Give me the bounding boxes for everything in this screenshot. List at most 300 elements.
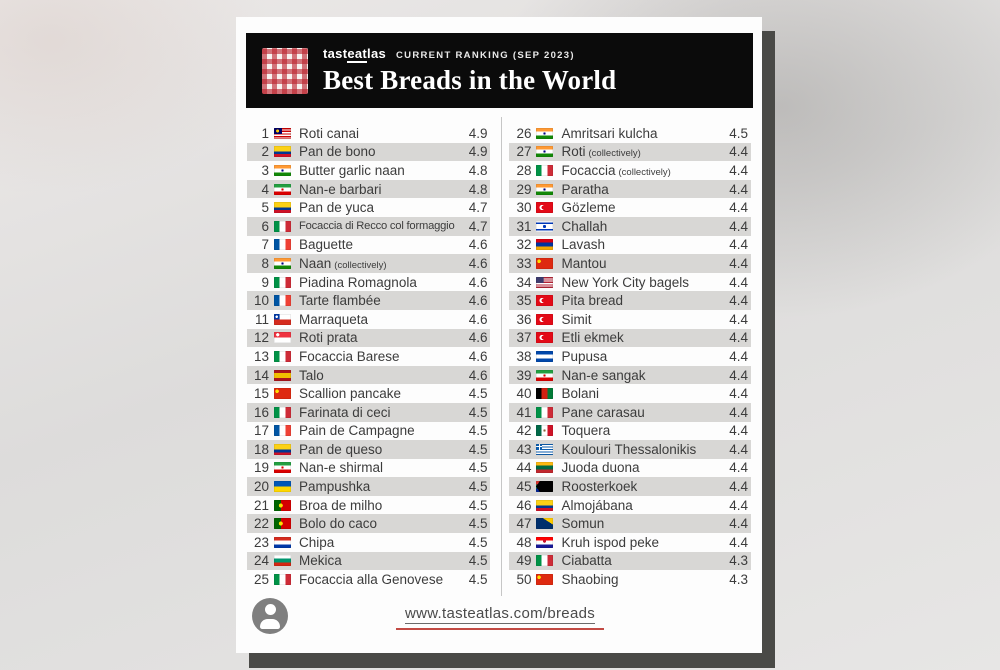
bread-name: [561, 200, 729, 215]
rating-value: 4.6: [468, 255, 488, 271]
ir-flag-icon: [536, 370, 553, 381]
bread-note: (collectively): [334, 259, 387, 271]
rank-number: 34: [516, 274, 532, 290]
bread-name-text: Roti prata: [299, 330, 358, 346]
bread-name-text: Focaccia: [561, 162, 616, 178]
it-flag-icon: [274, 277, 291, 288]
rank-number: 8: [261, 255, 269, 271]
bread-name: [299, 144, 469, 159]
list-item: [509, 440, 751, 459]
mx-flag-icon: [536, 425, 553, 436]
rank-number: 49: [516, 553, 532, 569]
bread-name-text: Talo: [299, 367, 324, 383]
rating-value: 4.5: [468, 534, 488, 550]
header-text-group: [323, 46, 616, 96]
bread-name: [561, 312, 729, 327]
tr-flag-icon: [536, 202, 553, 213]
list-item: [247, 403, 490, 422]
list-item: [509, 366, 751, 385]
ranking-column-right: [509, 124, 751, 589]
bread-name: [299, 275, 469, 290]
ranking-list: [247, 124, 751, 589]
rating-value: 4.5: [468, 516, 488, 532]
rating-value: 4.6: [468, 311, 488, 327]
list-item: [247, 161, 490, 180]
rank-number: 36: [516, 311, 532, 327]
bread-name: [299, 237, 469, 252]
bread-name: [299, 330, 469, 345]
it-flag-icon: [274, 351, 291, 362]
red-underline-decoration: [396, 628, 604, 630]
list-item: [509, 236, 751, 255]
rank-number: 30: [516, 200, 532, 216]
bread-name: [299, 405, 469, 420]
list-item: [247, 459, 490, 478]
rating-value: 4.9: [468, 125, 488, 141]
rating-value: 4.4: [729, 367, 748, 383]
rating-value: 4.6: [468, 367, 488, 383]
rank-number: 35: [516, 293, 532, 309]
bread-name-text: Tarte flambée: [299, 293, 381, 309]
rating-value: 4.4: [729, 255, 748, 271]
list-item: [247, 124, 490, 143]
bread-name-text: Roti canai: [299, 125, 360, 141]
rank-number: 2: [261, 144, 269, 160]
bread-name: [299, 200, 469, 215]
rank-number: 45: [516, 479, 532, 495]
es-flag-icon: [274, 370, 291, 381]
bread-name-text: New York City bagels: [561, 274, 690, 290]
page-title: Best Breads in the World: [323, 64, 617, 95]
list-item: [247, 236, 490, 255]
ua-flag-icon: [274, 481, 291, 492]
bread-name: [299, 535, 469, 550]
rank-number: 6: [261, 218, 269, 234]
rating-value: 4.4: [729, 293, 748, 309]
bread-name: [561, 219, 729, 234]
list-item: [247, 366, 490, 385]
bread-name: [299, 293, 469, 308]
bread-name-text: Naan: [299, 255, 332, 271]
bread-name-text: Somun: [561, 516, 605, 532]
bread-name: [299, 368, 469, 383]
list-item: [247, 533, 490, 552]
ba-flag-icon: [536, 518, 553, 529]
rating-value: 4.5: [468, 572, 488, 588]
list-item: [509, 496, 751, 515]
gr-flag-icon: [536, 444, 553, 455]
rating-value: 4.5: [468, 460, 488, 476]
it-flag-icon: [536, 555, 553, 566]
bread-name: [299, 220, 469, 232]
bread-name: [299, 423, 469, 438]
brand-post: las: [367, 45, 387, 61]
bread-name-text: Scallion pancake: [299, 386, 402, 402]
it-flag-icon: [274, 407, 291, 418]
bread-name-text: Kruh ispod peke: [561, 534, 660, 550]
bread-name-text: Ciabatta: [561, 553, 612, 569]
rating-value: 4.5: [468, 479, 488, 495]
rating-value: 4.6: [468, 274, 488, 290]
person-avatar-icon: [252, 598, 288, 634]
rank-number: 42: [516, 423, 532, 439]
rating-value: 4.4: [729, 423, 748, 439]
rank-number: 17: [253, 423, 269, 439]
bread-name: [561, 256, 729, 271]
list-item: [247, 552, 490, 571]
in-flag-icon: [536, 128, 553, 139]
bread-name-text: Focaccia di Recco col formaggio: [299, 220, 455, 233]
bread-name: [561, 535, 729, 550]
bread-name-text: Mekica: [299, 553, 342, 569]
rank-number: 3: [261, 162, 269, 178]
rating-value: 4.9: [468, 144, 488, 160]
list-item: [247, 254, 490, 273]
brand-pre: tast: [323, 45, 348, 61]
fr-flag-icon: [274, 295, 291, 306]
bread-name-text: Lavash: [561, 237, 606, 253]
fr-flag-icon: [274, 239, 291, 250]
bread-name-text: Toquera: [561, 423, 611, 439]
bread-name-text: Almojábana: [561, 497, 633, 513]
rating-value: 4.5: [468, 404, 488, 420]
sv-flag-icon: [536, 351, 553, 362]
ir-flag-icon: [274, 184, 291, 195]
bread-name: [561, 423, 729, 438]
rating-value: 4.5: [468, 553, 488, 569]
rank-number: 37: [516, 330, 532, 346]
bread-name-text: Roti: [561, 144, 586, 160]
it-flag-icon: [274, 574, 291, 585]
bread-name-text: Pane carasau: [561, 404, 645, 420]
bread-name-text: Pampushka: [299, 479, 371, 495]
bread-name-text: Nan-e sangak: [561, 367, 646, 383]
rank-number: 19: [253, 460, 269, 476]
bread-name-text: Pan de bono: [299, 144, 376, 160]
rating-value: 4.3: [729, 572, 748, 588]
rank-number: 1: [261, 125, 269, 141]
bread-name: [299, 572, 469, 587]
bread-name: [561, 293, 729, 308]
bread-name-text: Focaccia Barese: [299, 348, 400, 364]
bread-name-text: Koulouri Thessalonikis: [561, 441, 697, 457]
rating-value: 4.4: [729, 311, 748, 327]
rank-number: 5: [261, 200, 269, 216]
bread-name: [299, 349, 469, 364]
bread-name: [561, 516, 729, 531]
bread-name-text: Focaccia alla Genovese: [299, 572, 444, 588]
am-flag-icon: [536, 239, 553, 250]
rank-number: 44: [516, 460, 532, 476]
tr-flag-icon: [536, 332, 553, 343]
card-header: [246, 33, 753, 108]
rating-value: 4.4: [729, 218, 748, 234]
rating-value: 4.6: [468, 293, 488, 309]
list-item: [247, 198, 490, 217]
bread-name-text: Juoda duona: [561, 460, 640, 476]
list-item: [247, 514, 490, 533]
list-item: [509, 384, 751, 403]
list-item: [509, 514, 751, 533]
rating-value: 4.5: [468, 386, 488, 402]
list-item: [509, 180, 751, 199]
tr-flag-icon: [536, 295, 553, 306]
rating-value: 4.4: [729, 460, 748, 476]
bread-name: [299, 553, 469, 568]
brand-highlight-eat: eat: [347, 45, 368, 61]
rating-value: 4.6: [468, 330, 488, 346]
pt-flag-icon: [274, 518, 291, 529]
rank-number: 28: [516, 162, 532, 178]
bread-note: (collectively): [588, 148, 641, 160]
bread-name-text: Pupusa: [561, 348, 608, 364]
list-item: [247, 496, 490, 515]
bread-name-text: Butter garlic naan: [299, 162, 405, 178]
rating-value: 4.4: [729, 330, 748, 346]
bread-name: [561, 498, 729, 513]
rank-number: 10: [253, 293, 269, 309]
bread-name: [561, 405, 729, 420]
cn-flag-icon: [536, 574, 553, 585]
rank-number: 40: [516, 386, 532, 402]
rating-value: 4.4: [729, 162, 748, 178]
bread-name: [299, 126, 469, 141]
list-item: [509, 477, 751, 496]
tr-flag-icon: [536, 314, 553, 325]
list-item: [247, 422, 490, 441]
rank-number: 13: [253, 348, 269, 364]
rank-number: 14: [253, 367, 269, 383]
list-item: [509, 422, 751, 441]
bread-name: [561, 442, 729, 457]
bread-name-text: Pan de queso: [299, 441, 383, 457]
list-item: [247, 329, 490, 348]
in-flag-icon: [274, 258, 291, 269]
it-flag-icon: [536, 165, 553, 176]
bread-name: [299, 386, 469, 401]
us-flag-icon: [536, 277, 553, 288]
co-flag-icon: [536, 500, 553, 511]
rank-number: 46: [516, 497, 532, 513]
in-flag-icon: [536, 146, 553, 157]
rating-value: 4.4: [729, 479, 748, 495]
bread-name-text: Broa de milho: [299, 497, 383, 513]
rating-value: 4.4: [729, 181, 748, 197]
rank-number: 21: [253, 497, 269, 513]
rating-value: 4.5: [468, 497, 488, 513]
rank-number: 18: [253, 441, 269, 457]
bread-name-text: Shaobing: [561, 572, 619, 588]
bg-flag-icon: [274, 555, 291, 566]
bread-name-text: Amritsari kulcha: [561, 125, 658, 141]
rating-value: 4.6: [468, 237, 488, 253]
cn-flag-icon: [536, 258, 553, 269]
rating-value: 4.4: [729, 404, 748, 420]
ranking-card: [236, 17, 762, 653]
rank-number: 26: [516, 125, 532, 141]
rating-value: 4.4: [729, 497, 748, 513]
rank-number: 39: [516, 367, 532, 383]
footer-url-link[interactable]: www.tasteatlas.com/breads: [404, 605, 596, 622]
rank-number: 7: [261, 237, 269, 253]
bread-name: [299, 442, 469, 457]
rating-value: 4.7: [468, 218, 488, 234]
bread-name-text: Challah: [561, 218, 608, 234]
brand-line: [323, 46, 616, 61]
bread-name: [561, 479, 729, 494]
list-item: [247, 217, 490, 236]
list-item: [509, 124, 751, 143]
bread-name: [299, 182, 469, 197]
list-item: [247, 180, 490, 199]
bread-name-text: Gözleme: [561, 200, 616, 216]
rank-number: 41: [516, 404, 532, 420]
rating-value: 4.4: [729, 386, 748, 402]
in-flag-icon: [274, 165, 291, 176]
ir-flag-icon: [274, 462, 291, 473]
list-item: [509, 310, 751, 329]
rank-number: 38: [516, 348, 532, 364]
list-item: [247, 477, 490, 496]
bread-name: [561, 163, 729, 178]
bread-name-text: Farinata di ceci: [299, 404, 391, 420]
bread-name: [561, 460, 729, 475]
rating-value: 4.5: [468, 441, 488, 457]
bread-name: [299, 312, 469, 327]
bread-name-text: Marraqueta: [299, 311, 369, 327]
in-flag-icon: [536, 184, 553, 195]
bread-name-text: Nan-e barbari: [299, 181, 382, 197]
bread-name-text: Pan de yuca: [299, 200, 375, 216]
bread-name-text: Paratha: [561, 181, 609, 197]
list-item: [509, 254, 751, 273]
rank-number: 43: [516, 441, 532, 457]
rank-number: 50: [516, 572, 532, 588]
cl-flag-icon: [274, 314, 291, 325]
list-item: [509, 161, 751, 180]
brand-wordmark: [323, 46, 386, 61]
bread-name: [561, 237, 729, 252]
co-flag-icon: [274, 146, 291, 157]
hr-flag-icon: [536, 537, 553, 548]
af-flag-icon: [536, 388, 553, 399]
list-item: [509, 459, 751, 478]
bread-name-text: Mantou: [561, 255, 607, 271]
bread-name: [561, 144, 729, 159]
bread-name: [299, 460, 469, 475]
za-flag-icon: [536, 481, 553, 492]
list-item: [247, 291, 490, 310]
list-item: [509, 347, 751, 366]
pt-flag-icon: [274, 500, 291, 511]
list-item: [509, 273, 751, 292]
rating-value: 4.7: [468, 200, 488, 216]
rank-number: 4: [261, 181, 269, 197]
rank-number: 24: [253, 553, 269, 569]
rating-value: 4.8: [468, 162, 488, 178]
it-flag-icon: [274, 221, 291, 232]
cn-flag-icon: [274, 388, 291, 399]
ranking-column-left: [247, 124, 490, 589]
rank-number: 16: [253, 404, 269, 420]
rating-value: 4.4: [729, 144, 748, 160]
list-item: [509, 291, 751, 310]
bread-name: [561, 572, 729, 587]
bread-name-text: Chipa: [299, 534, 335, 550]
bread-name: [299, 163, 469, 178]
list-item: [509, 570, 751, 589]
rating-value: 4.4: [729, 516, 748, 532]
bread-name-text: Piadina Romagnola: [299, 274, 417, 290]
bread-name-text: Bolo do caco: [299, 516, 378, 532]
tasteatlas-gingham-logo-icon: [262, 48, 308, 94]
rating-value: 4.6: [468, 348, 488, 364]
list-item: [509, 198, 751, 217]
co-flag-icon: [274, 202, 291, 213]
rating-value: 4.5: [468, 423, 488, 439]
bread-name-text: Pain de Campagne: [299, 423, 415, 439]
list-item: [509, 217, 751, 236]
bread-name: [299, 498, 469, 513]
rank-number: 48: [516, 534, 532, 550]
bread-note: (collectively): [618, 166, 671, 178]
footer-url-block: [390, 605, 610, 630]
list-item: [247, 440, 490, 459]
bread-name-text: Bolani: [561, 386, 600, 402]
list-item: [247, 273, 490, 292]
py-flag-icon: [274, 537, 291, 548]
rating-value: 4.4: [729, 200, 748, 216]
bread-name-text: Baguette: [299, 237, 354, 253]
bread-name: [561, 182, 729, 197]
rating-value: 4.4: [729, 534, 748, 550]
list-item: [509, 403, 751, 422]
bread-name: [561, 553, 729, 568]
rank-number: 47: [516, 516, 532, 532]
list-item: [247, 570, 490, 589]
rank-number: 33: [516, 255, 532, 271]
bread-name: [561, 330, 729, 345]
fr-flag-icon: [274, 425, 291, 436]
sg-flag-icon: [274, 332, 291, 343]
bread-name: [299, 516, 469, 531]
bread-name-text: Simit: [561, 311, 592, 327]
bread-name: [561, 126, 729, 141]
ranking-date-label: CURRENT RANKING (SEP 2023): [396, 49, 575, 61]
rating-value: 4.4: [729, 237, 748, 253]
rank-number: 23: [253, 534, 269, 550]
rank-number: 20: [253, 479, 269, 495]
list-item: [509, 329, 751, 348]
it-flag-icon: [536, 407, 553, 418]
lt-flag-icon: [536, 462, 553, 473]
rank-number: 11: [254, 311, 269, 327]
il-flag-icon: [536, 221, 553, 232]
bread-name: [561, 349, 729, 364]
bread-name: [299, 479, 469, 494]
co-flag-icon: [274, 444, 291, 455]
rank-number: 12: [253, 330, 269, 346]
list-item: [509, 143, 751, 162]
rating-value: 4.5: [729, 125, 748, 141]
bread-name-text: Nan-e shirmal: [299, 460, 384, 476]
list-item: [247, 347, 490, 366]
bread-name: [299, 256, 469, 271]
list-item: [509, 533, 751, 552]
rating-value: 4.8: [468, 181, 488, 197]
my-flag-icon: [274, 128, 291, 139]
bread-name-text: Pita bread: [561, 293, 624, 309]
